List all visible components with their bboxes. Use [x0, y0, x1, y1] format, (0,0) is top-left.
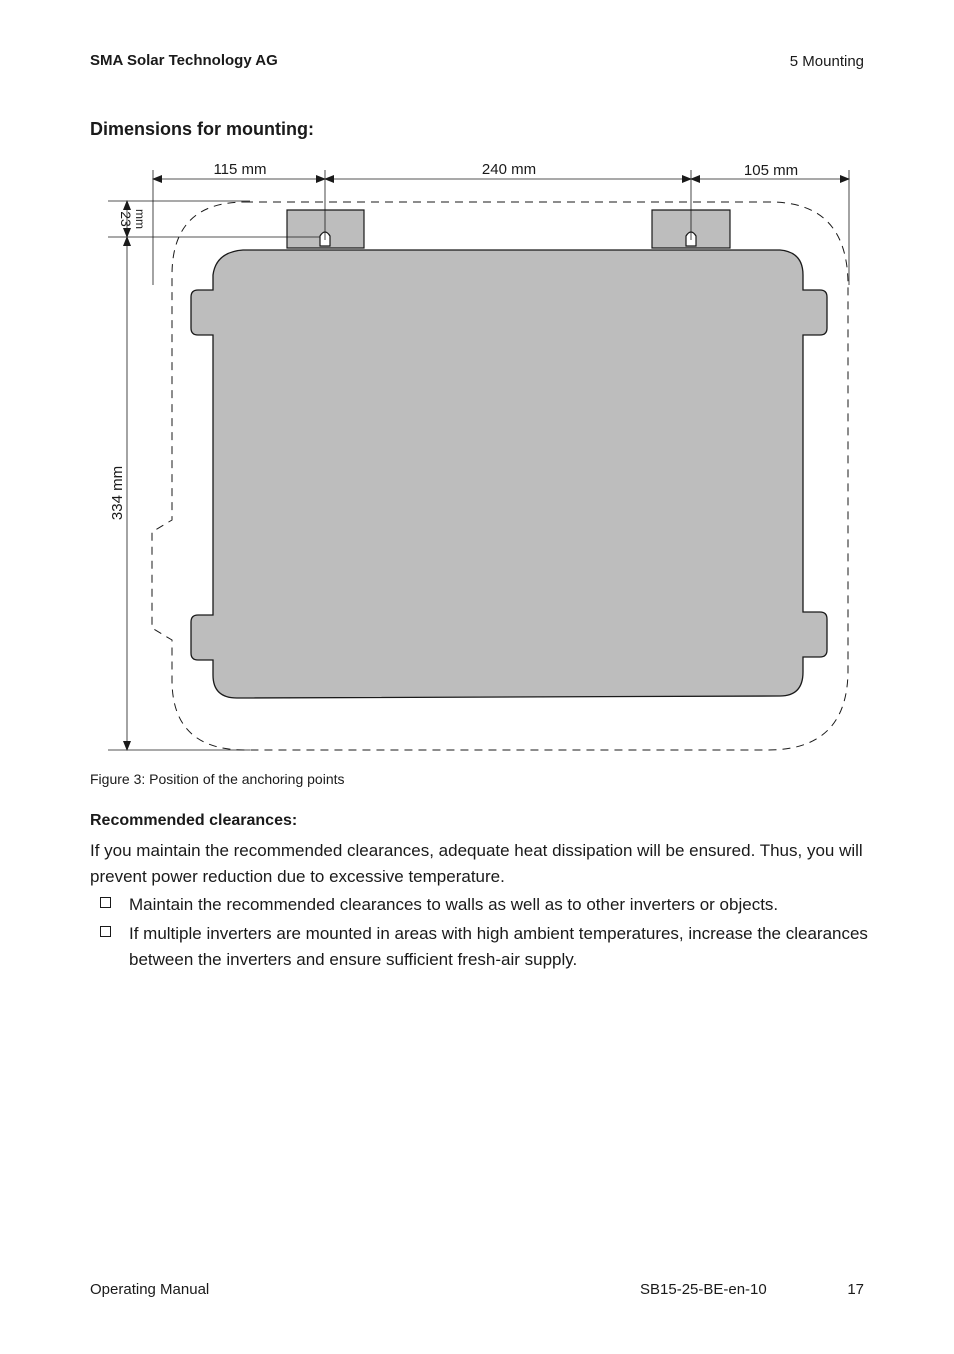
clearances-title: Recommended clearances: — [90, 812, 298, 829]
checkbox-icon — [100, 926, 111, 937]
checklist-item — [100, 892, 870, 918]
dim-label-334: 334 mm — [109, 465, 126, 521]
dim-label-240: 240 mm — [481, 161, 537, 178]
checklist-item-text: Maintain the recommended clearances to walls as well as to other inverters or objects. — [129, 895, 779, 914]
checklist — [100, 892, 870, 976]
document-type: Operating Manual — [90, 1281, 210, 1298]
chapter-title: 5 Mounting — [789, 53, 864, 70]
dim-label-23-unit: mm — [133, 209, 147, 229]
section-title: Dimensions for mounting: — [90, 119, 314, 139]
figure-caption: Figure 3: Position of the anchoring points — [90, 771, 345, 787]
page-number: 17 — [847, 1281, 864, 1298]
dim-label-105: 105 mm — [743, 162, 799, 179]
checklist-item-text: If multiple inverters are mounted in areas with high ambient temperatures, increase the clearances between the inverters and ensure sufficient fresh-air supply. — [129, 924, 868, 969]
checkbox-icon — [100, 897, 111, 908]
clearances-intro: If you maintain the recommended clearances, adequate heat dissipation will be ensured. Thus, you will prevent power reduction due to excessive temperature. — [90, 841, 863, 886]
dim-label-23: 23 — [118, 211, 134, 227]
document-code: SB15-25-BE-en-10 — [640, 1281, 767, 1298]
company-name: SMA Solar Technology AG — [90, 52, 278, 69]
dim-label-115: 115 mm — [213, 161, 267, 178]
inverter-housing — [191, 250, 827, 698]
checklist-item — [100, 921, 870, 973]
